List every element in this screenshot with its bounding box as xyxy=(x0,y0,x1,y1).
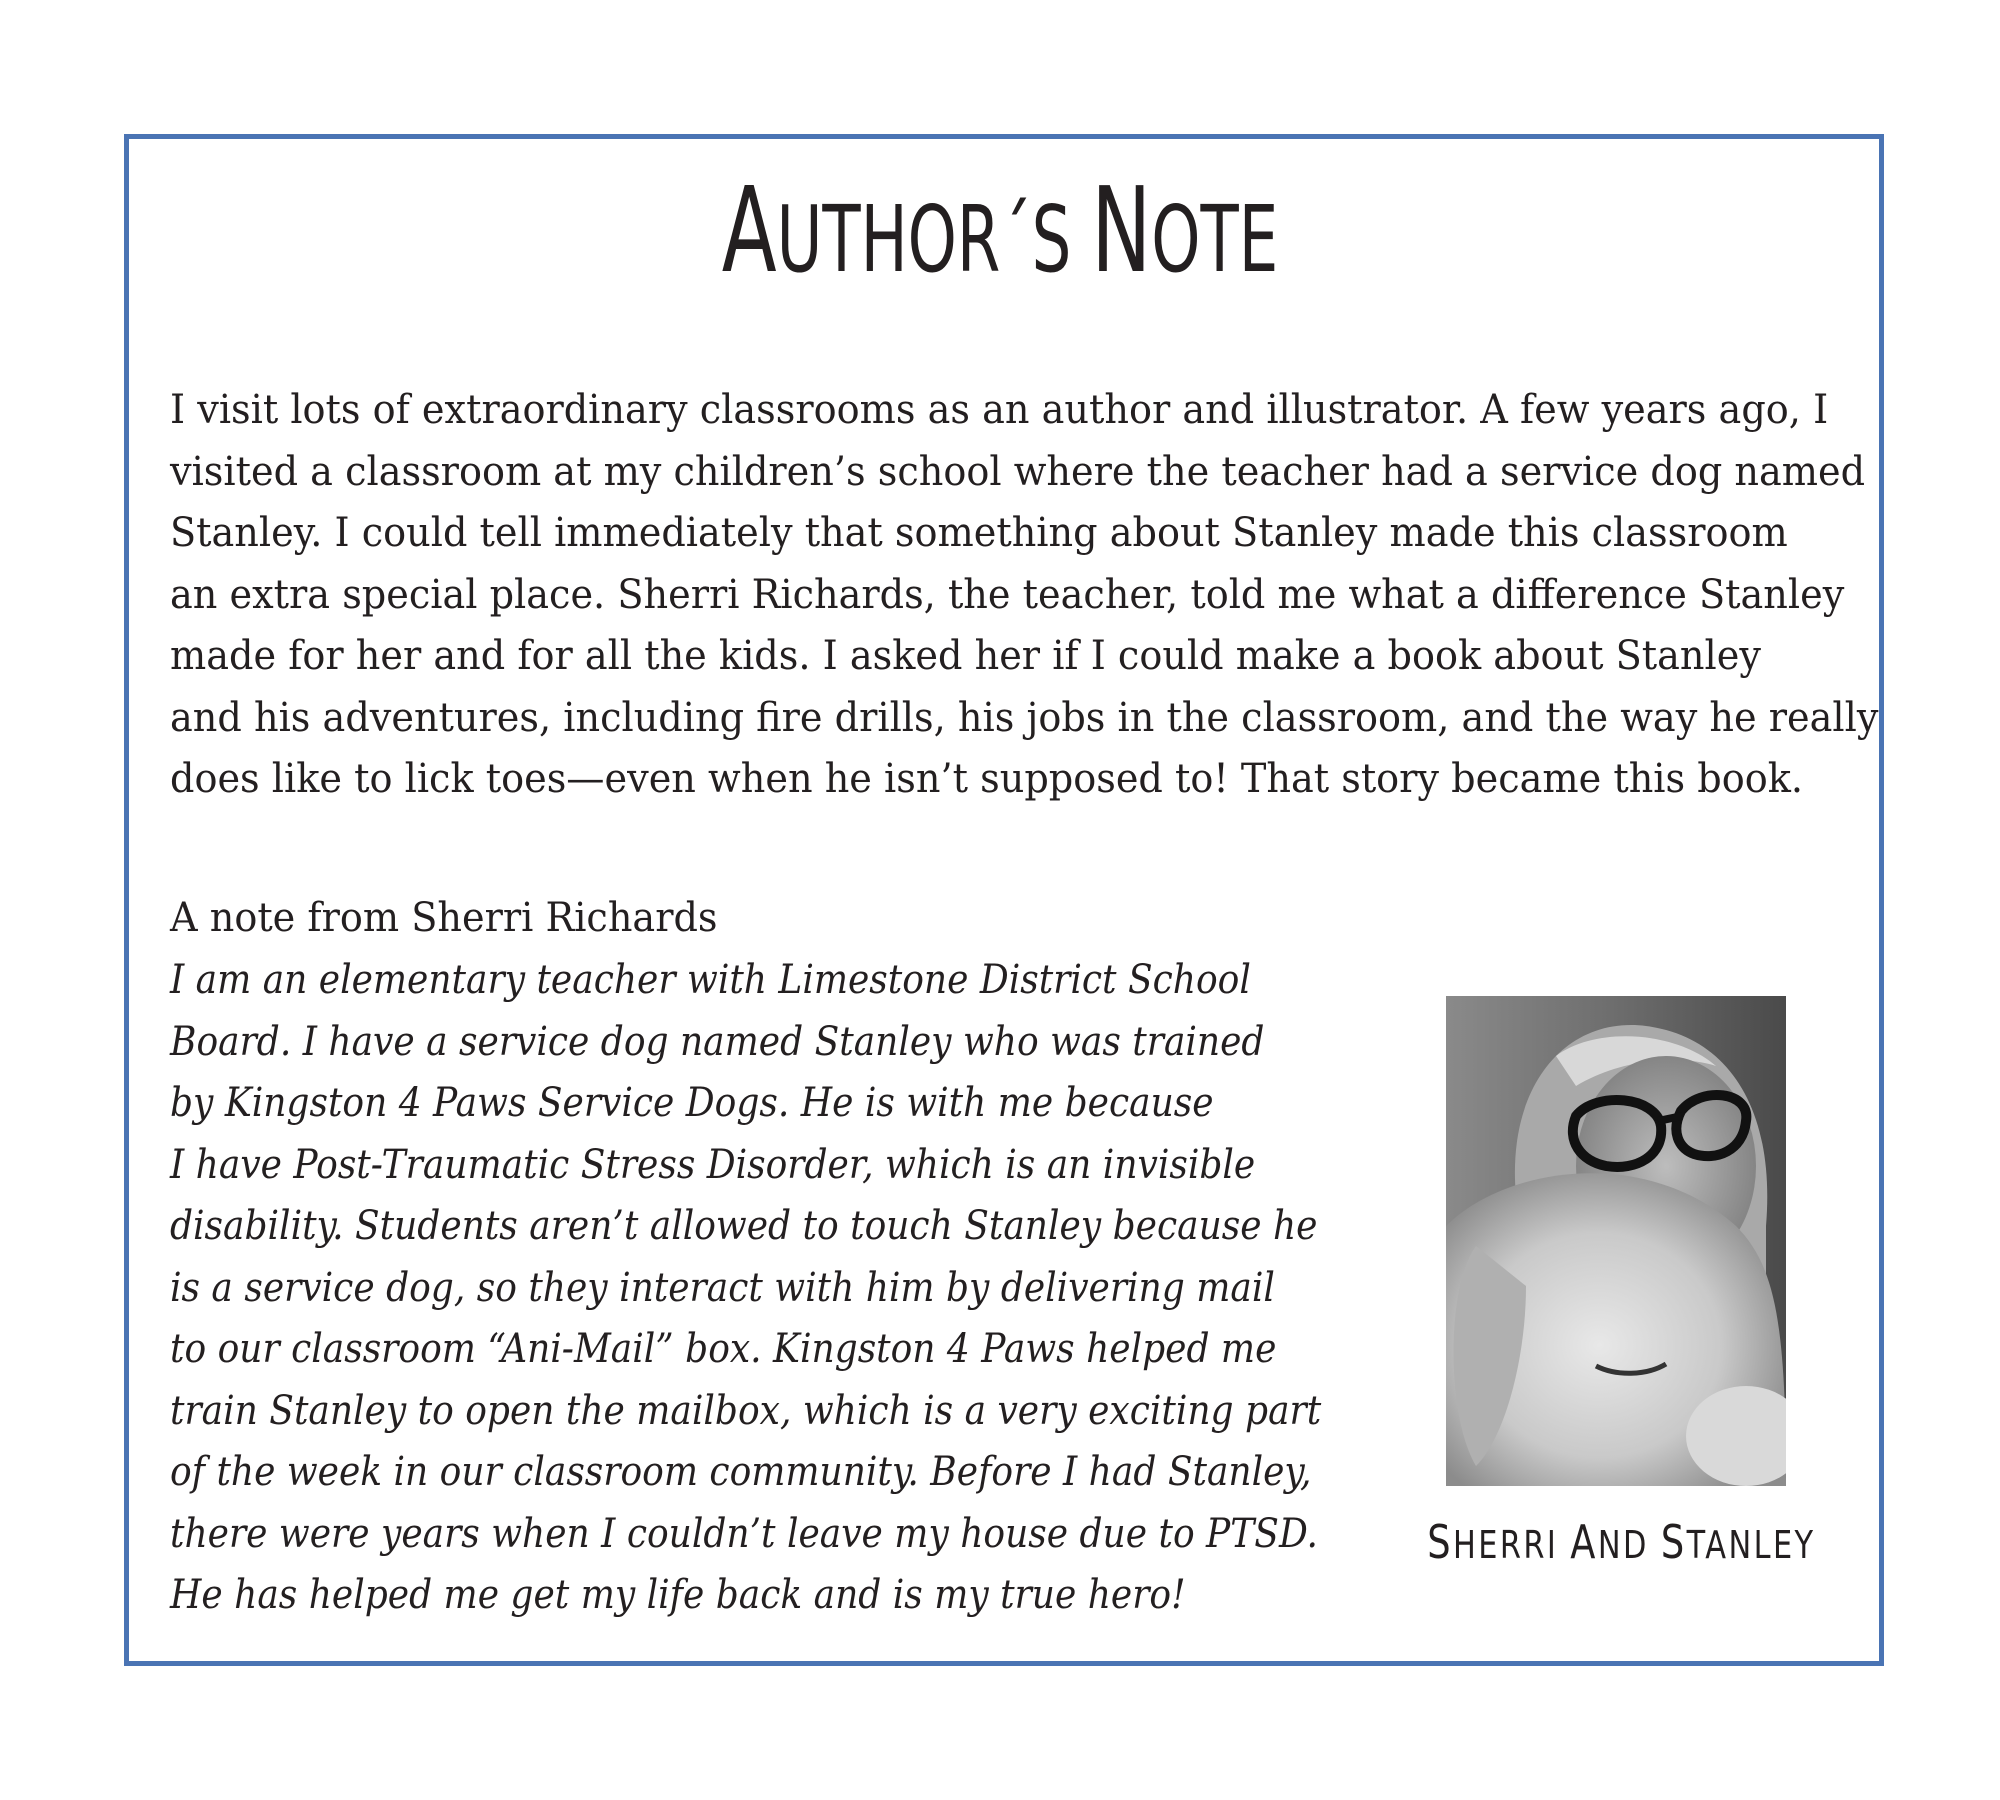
photo-caption: SHERRI AND STANLEY xyxy=(1427,1515,1816,1569)
intro-line: Stanley. I could tell immediately that something about Stanley made this classroom xyxy=(170,510,1788,556)
page-title: AUTHOR´S NOTE xyxy=(721,161,1279,299)
quote-line: Board. I have a service dog named Stanley who was trained xyxy=(170,1018,1265,1065)
intro-line: made for her and for all the kids. I asked her if I could make a book about Stanley xyxy=(170,633,1761,679)
intro-paragraph xyxy=(170,380,1879,811)
quote-line: by Kingston 4 Paws Service Dogs. He is with me because xyxy=(170,1080,1214,1126)
quote-line: disability. Students aren’t allowed to touch Stanley because he xyxy=(170,1203,1318,1249)
quote-line: there were years when I couldn’t leave my house due to PTSD. xyxy=(170,1510,1318,1557)
intro-line: visited a classroom at my children’s school where the teacher had a service dog named xyxy=(170,448,1866,495)
intro-line: does like to lick toes—even when he isn’t supposed to! That story became this book. xyxy=(170,756,1804,802)
quote-line: train Stanley to open the mailbox, which is a very exciting part xyxy=(170,1387,1322,1434)
photo-sherri-and-stanley xyxy=(1446,996,1786,1486)
quote-line: I have Post-Traumatic Stress Disorder, which is an invisible xyxy=(170,1141,1256,1188)
quote-line: to our classroom “Ani-Mail” box. Kingston 4 Paws helped me xyxy=(170,1326,1277,1372)
intro-line: and his adventures, including fire drills, his jobs in the classroom, and the way he really xyxy=(170,694,1879,741)
quote-line: He has helped me get my life back and is my true hero! xyxy=(170,1572,1186,1618)
note-heading: A note from Sherri Richards xyxy=(170,895,718,941)
quote-line: I am an elementary teacher with Limestone District School xyxy=(170,957,1251,1003)
intro-line: an extra special place. Sherri Richards, the teacher, told me what a difference Stanley xyxy=(170,571,1845,618)
quote-line: of the week in our classroom community. Before I had Stanley, xyxy=(170,1449,1312,1495)
intro-line: I visit lots of extraordinary classrooms as an author and illustrator. A few years ago, I xyxy=(170,387,1829,433)
teacher-quote xyxy=(170,950,1322,1627)
quote-line: is a service dog, so they interact with him by delivering mail xyxy=(170,1264,1275,1311)
